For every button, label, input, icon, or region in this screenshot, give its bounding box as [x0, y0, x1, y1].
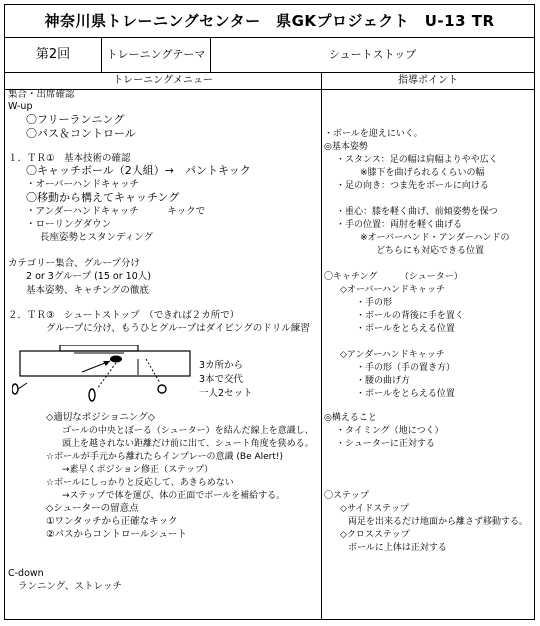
- menu-line: ①ワンタッチから正確なキック: [46, 516, 178, 527]
- point-line: 両足を出来るだけ地面から離さず移動する。: [348, 517, 529, 527]
- shooter-marker: [89, 389, 95, 401]
- point-line: ・タイミング（地につく）: [336, 426, 444, 436]
- menu-line: ・ローリングダウン: [26, 219, 112, 230]
- menu-line: ◇シューターの留意点: [46, 503, 139, 514]
- column-divider: [321, 89, 322, 619]
- menu-line: ２．ＴＲ③ シュートストップ （できれば２カ所で）: [8, 310, 240, 321]
- menu-line: →ステップで体を運び、体の正面でボールを補給する。: [62, 491, 286, 501]
- point-line: ※膝下を曲げられるくらいの幅: [360, 168, 485, 178]
- menu-column-header: トレーニングメニュー: [5, 73, 322, 90]
- point-line: ・足の向き：つま先をボールに向ける: [336, 181, 489, 191]
- point-line: ・ボールを迎えにいく。: [324, 129, 423, 139]
- point-line: ◇アンダーハンドキャッチ: [340, 350, 445, 360]
- menu-line: 〇移動から構えてキャッチング: [26, 191, 180, 204]
- menu-line: 頭上を越されない距離だけ前に出て、シュート角度を狭める。: [62, 439, 314, 449]
- theme-value: シュートストップ: [211, 38, 534, 73]
- diagram-note: 3本で交代: [199, 374, 244, 385]
- menu-line: 基本姿勢、キャチングの徹底: [26, 285, 149, 296]
- sheet-title: 神奈川県トレーニングセンター 県GKプロジェクト U-13 TR: [5, 5, 534, 38]
- menu-line: →素早くポジション修正（ステップ）: [62, 465, 214, 475]
- menu-line: ☆ボールが手元から離れたらインプレーの意識 (Be Alert!): [46, 452, 284, 462]
- menu-line: 〇キャッチボール（2人組）→ パントキック: [26, 164, 251, 177]
- menu-line: ②パスからコントロールシュート: [46, 529, 187, 540]
- point-line: ・ボールをとらえる位置: [356, 389, 455, 399]
- menu-line: ・アンダーハンドキャッチ キックで: [26, 206, 206, 217]
- point-line: ◎構えること: [324, 413, 377, 423]
- menu-line: 〇フリーランニング: [26, 113, 125, 126]
- point-line: ・重心：膝を軽く曲げ、前傾姿勢を保つ: [336, 207, 498, 217]
- menu-line: W-up: [8, 101, 33, 112]
- point-line: 〇ステップ: [324, 491, 369, 501]
- menu-line: 〇パス＆コントロール: [26, 127, 136, 140]
- menu-line: 集合・出席確認: [8, 89, 75, 100]
- menu-line: ゴールの中央とぼーる（シューター）を結んだ線上を意識し、: [62, 426, 314, 436]
- point-line: ◇クロスステップ: [340, 530, 410, 540]
- shooter-marker: [12, 384, 18, 394]
- session-number: 第2回: [5, 38, 102, 73]
- menu-line: 2 or 3グループ (15 or 10人): [26, 271, 151, 282]
- shot-line: [146, 359, 160, 383]
- point-line: ・手の位置：両肘を軽く曲げる: [336, 220, 463, 230]
- menu-line: 長座姿勢とスタンディング: [40, 232, 154, 243]
- point-line: ・腰の曲げ方: [356, 376, 411, 386]
- menu-line: カテゴリー集合、グループ分け: [8, 258, 140, 269]
- theme-label: トレーニングテーマ: [102, 38, 211, 73]
- point-line: ・手の形（手の置き方）: [356, 363, 456, 373]
- point-line: ※オーバーハンド・アンダーハンドの: [360, 233, 510, 243]
- menu-line: ランニング、ストレッチ: [18, 581, 122, 592]
- point-line: ・手の形: [356, 298, 393, 308]
- menu-line: グループに分け、もうひとグループはダイビングのドリル練習: [46, 323, 310, 334]
- point-line: ・スタンス：足の幅は肩幅よりやや広く: [336, 155, 498, 165]
- point-line: ◎基本姿勢: [324, 142, 368, 152]
- menu-line: １．ＴＲ① 基本技術の確認: [8, 153, 131, 164]
- point-line: ・ボールをとらえる位置: [356, 324, 455, 334]
- menu-line: ☆ボールにしっかりと反応して、あきらめない: [46, 478, 234, 488]
- goal: [60, 345, 138, 351]
- shoot-drill-diagram: [12, 345, 202, 411]
- menu-line: ・オーバーハンドキャッチ: [26, 179, 140, 190]
- point-line: ・ボールの背後に手を置く: [356, 311, 464, 321]
- ball-path: [18, 383, 27, 389]
- point-line: どちらにも対応できる位置: [376, 246, 485, 256]
- points-column-header: 指導ポイント: [322, 73, 534, 90]
- point-line: ◇オーバーハンドキャッチ: [340, 285, 446, 295]
- point-line: ボールに上体は正対する: [348, 543, 447, 553]
- point-line: ・シューターに正対する: [336, 439, 435, 449]
- shooter-marker: [158, 385, 166, 393]
- menu-line: C-down: [8, 568, 44, 579]
- point-line: ◇サイドステップ: [340, 504, 410, 514]
- diagram-note: 一人2セット: [199, 388, 253, 399]
- diagram-note: 3カ所から: [199, 360, 244, 371]
- menu-line: ◇適切なポジショニング◇: [46, 412, 155, 423]
- point-line: 〇キャチング （シューター）: [324, 272, 463, 282]
- goalkeeper-marker: [110, 356, 122, 363]
